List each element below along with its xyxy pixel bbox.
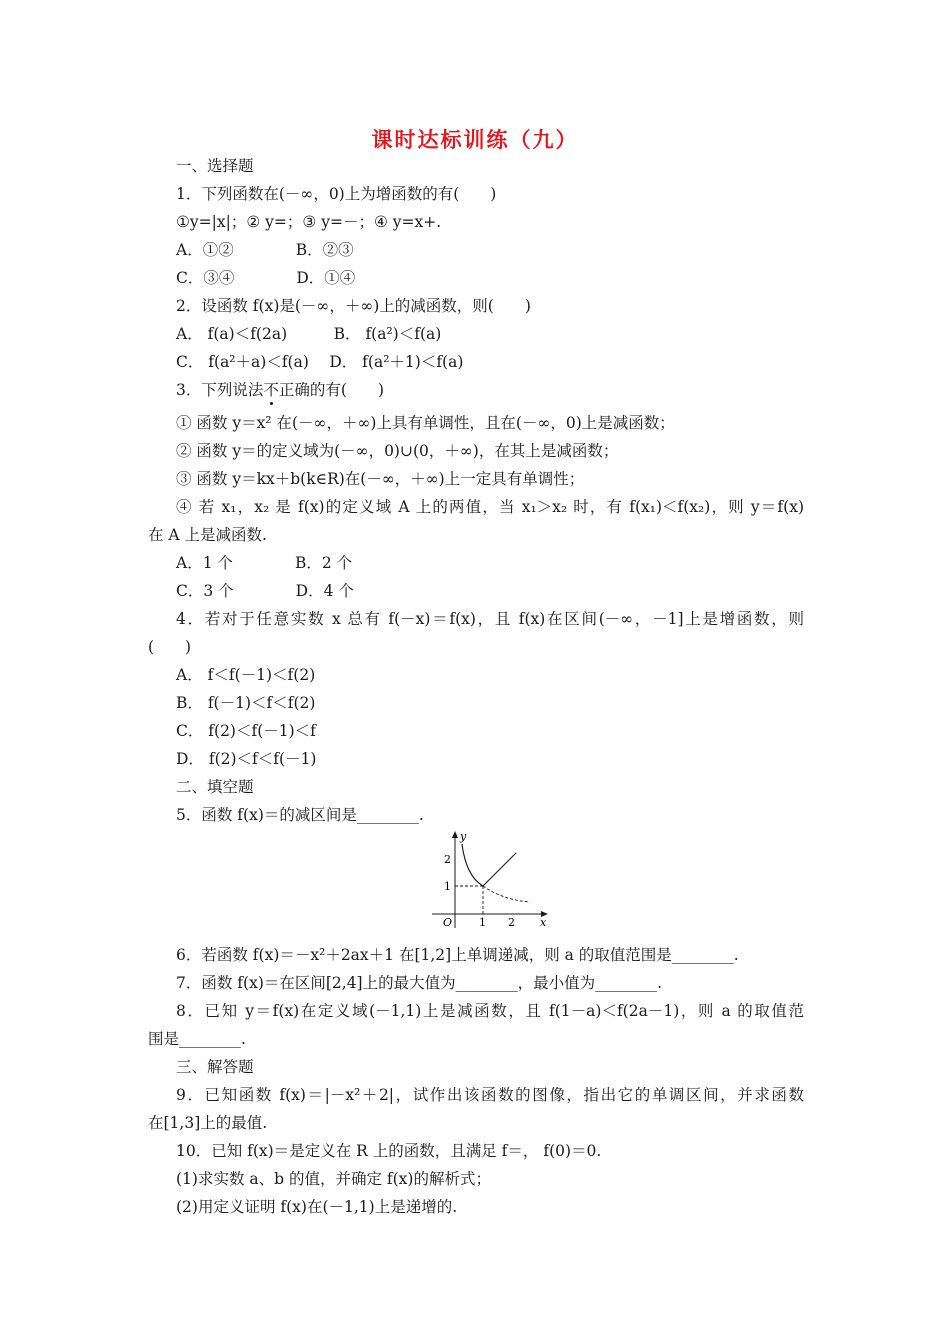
page-title: 课时达标训练（九） <box>371 128 579 152</box>
y-tick-2: 2 <box>444 853 451 866</box>
y-axis-label: y <box>460 830 467 843</box>
question-4-stem-cont: ( ) <box>148 638 192 656</box>
x-axis-label: x <box>540 916 547 929</box>
origin-label: O <box>443 916 453 929</box>
question-1-stem: 1．下列函数在(－∞，0)上为增函数的有( ) <box>176 185 497 203</box>
question-1-items: ①y=|x|；② y=；③ y=－；④ y=x+. <box>176 213 442 231</box>
question-10-part-2: (2)用定义证明 f(x)在(－1,1)上是递增的. <box>176 1198 458 1216</box>
emphasis-dot-word: 不 <box>263 381 279 399</box>
question-10-part-1: (1)求实数 a、b 的值，并确定 f(x)的解析式； <box>176 1170 491 1188</box>
question-4-option-a: A． f＜f(－1)＜f(2) <box>176 666 316 684</box>
question-3-options-ab: A．1 个 B．2 个 <box>176 554 353 572</box>
question-1-options-ab: A．①② B．②③ <box>176 241 354 259</box>
section-heading-solve: 三、解答题 <box>176 1058 254 1076</box>
question-3-item-3: ③ 函数 y＝kx＋b(k∈R)在(－∞，＋∞)上一定具有单调性； <box>176 470 585 488</box>
function-graph-figure <box>428 828 552 930</box>
question-3-item-1: ① 函数 y＝x² 在(－∞，＋∞)上具有单调性，且在(－∞，0)上是减函数； <box>176 414 675 432</box>
question-1-options-cd: C．③④ D．①④ <box>176 269 356 287</box>
question-4-stem: 4．若对于任意实数 x 总有 f(－x)＝f(x)，且 f(x)在区间(－∞，－1]上是增函数，则 <box>176 610 804 628</box>
question-2-options-cd: C． f(a²＋a)＜f(a) D． f(a²＋1)＜f(a) <box>176 353 464 371</box>
y-tick-1: 1 <box>444 880 451 893</box>
question-6: 6．若函数 f(x)＝－x²＋2ax＋1 在[1,2]上单调递减，则 a 的取值范围是________. <box>176 946 739 964</box>
dashed-curve-continuation <box>483 886 530 902</box>
question-3-item-2: ② 函数 y＝的定义域为(－∞，0)∪(0，＋∞)，在其上是减函数； <box>176 442 619 460</box>
section-heading-fill: 二、填空题 <box>176 778 254 796</box>
question-5: 5．函数 f(x)＝的减区间是________. <box>176 806 424 824</box>
x-tick-1: 1 <box>479 916 486 929</box>
question-2-options-ab: A． f(a)＜f(2a) B． f(a²)＜f(a) <box>176 325 442 343</box>
question-8-cont: 围是________. <box>148 1030 246 1048</box>
question-10: 10．已知 f(x)＝是定义在 R 上的函数，且满足 f＝， f(0)＝0. <box>176 1142 602 1160</box>
decreasing-curve <box>462 844 483 886</box>
question-7: 7．函数 f(x)＝在区间[2,4]上的最大值为________，最小值为________. <box>176 974 663 992</box>
question-3-stem <box>176 380 384 400</box>
question-3-item-4-cont: 在 A 上是减函数. <box>148 526 267 544</box>
question-2-stem: 2．设函数 f(x)是(－∞，＋∞)上的减函数，则( ) <box>176 297 531 315</box>
question-9: 9．已知函数 f(x)＝|－x²＋2|，试作出该函数的图像，指出它的单调区间，并求函数 <box>176 1086 804 1104</box>
y-axis-arrow <box>452 831 458 838</box>
question-8: 8．已知 y＝f(x)在定义域(－1,1)上是减函数，且 f(1－a)＜f(2a－1)，则 a 的取值范 <box>176 1002 804 1020</box>
question-4-option-d: D． f(2)＜f＜f(－1) <box>176 750 317 768</box>
question-4-option-b: B． f(－1)＜f＜f(2) <box>176 694 316 712</box>
question-3-stem-end: 正确的有( ) <box>278 381 384 399</box>
question-3-stem-start: 3．下列说法 <box>176 381 264 399</box>
question-3-item-4: ④ 若 x₁，x₂ 是 f(x)的定义域 A 上的两值，当 x₁＞x₂ 时，有 f(x₁)＜f(x₂)，则 y＝f(x) <box>176 498 804 516</box>
increasing-ray <box>483 853 516 886</box>
x-tick-2: 2 <box>508 916 515 929</box>
section-heading-choice: 一、选择题 <box>176 157 254 175</box>
question-3-options-cd: C．3 个 D．4 个 <box>176 582 354 600</box>
question-9-cont: 在[1,3]上的最值. <box>148 1114 268 1132</box>
question-4-option-c: C． f(2)＜f(－1)＜f <box>176 722 316 740</box>
